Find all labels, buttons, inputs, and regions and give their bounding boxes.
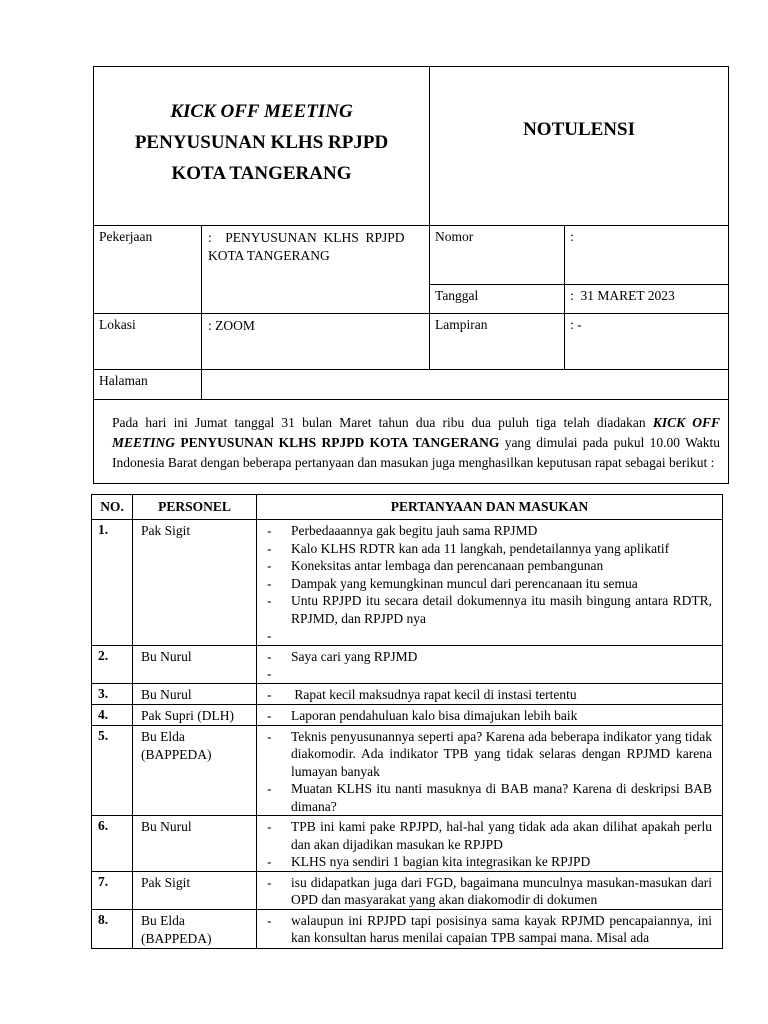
list-item	[267, 648, 712, 666]
bullet-dash: -	[267, 912, 272, 928]
row-questions	[257, 871, 723, 909]
row-number: 6.	[92, 816, 133, 872]
list-item	[267, 540, 712, 558]
col-header-no: NO.	[92, 495, 133, 520]
row-personel: Pak Supri (DLH)	[133, 704, 257, 725]
row-number: 7.	[92, 871, 133, 909]
list-item	[267, 912, 716, 947]
intro-paragraph	[94, 400, 729, 484]
list-item-text: TPB ini kami pake RPJPD, hal-hal yang tidak ada akan dilihat apakah perlu dan akan dijadikan masukan ke RPJPD	[291, 819, 716, 852]
table-row	[92, 645, 723, 683]
intro-text-2: yang dimulai pada pukul 10.00 Waktu Indonesia Barat dengan beberapa pertanyaan dan masukan juga menghasilkan keputusan rapat sebagai berikut :	[112, 435, 721, 470]
tanggal-value: : 31 MARET 2023	[565, 285, 729, 314]
list-item-text: Saya cari yang RPJMD	[291, 648, 418, 664]
pekerjaan-label: Pekerjaan	[94, 226, 202, 314]
list-item	[267, 557, 712, 575]
row-personel: Bu Elda (BAPPEDA)	[133, 725, 257, 816]
lokasi-value: : ZOOM	[202, 314, 430, 370]
list-item	[267, 522, 712, 540]
list-item	[267, 853, 712, 871]
row-questions	[257, 704, 723, 725]
bullet-dash: -	[267, 575, 272, 591]
row-questions	[257, 520, 723, 646]
row-questions	[257, 683, 723, 704]
bullet-dash: -	[267, 781, 272, 796]
bullet-dash: -	[267, 593, 272, 608]
notulensi-cell	[430, 67, 729, 226]
bullet-dash: -	[267, 728, 272, 744]
row-personel: Pak Sigit	[133, 871, 257, 909]
lampiran-value: : -	[565, 314, 729, 370]
bullet-dash: -	[267, 648, 272, 664]
list-item	[267, 818, 716, 853]
list-item-text: Rapat kecil maksudnya rapat kecil di instasi tertentu	[291, 686, 577, 702]
list-item-text	[291, 627, 712, 645]
row-number: 5.	[92, 725, 133, 816]
list-item-text: Kalo KLHS RDTR kan ada 11 langkah, pendetailannya yang aplikatif	[291, 540, 670, 556]
row-personel: Bu Nurul	[133, 683, 257, 704]
list-item-text	[291, 665, 712, 683]
list-item-text: isu didapatkan juga dari FGD, bagaimana munculnya masukan-masukan dari OPD dan masyarakat yang akan diakomodir di dokumen	[291, 874, 716, 907]
notulensi-heading: NOTULENSI	[523, 119, 635, 140]
list-item	[267, 592, 716, 627]
list-item-text: Muatan KLHS itu nanti masuknya di BAB mana? Karena di deskripsi BAB dimana?	[291, 781, 716, 814]
lampiran-label: Lampiran	[430, 314, 565, 370]
bullet-dash: -	[267, 874, 272, 890]
list-item	[267, 874, 716, 909]
table-row	[92, 704, 723, 725]
bullet-dash: -	[267, 819, 272, 834]
table-row	[92, 871, 723, 909]
row-questions	[257, 909, 723, 948]
col-header-personel: PERSONEL	[133, 495, 257, 520]
list-item	[267, 707, 712, 725]
nomor-value: :	[565, 226, 729, 285]
bullet-dash: -	[267, 854, 272, 869]
intro-text-kickoff: KICK OFF MEETING	[112, 415, 721, 450]
pekerjaan-value: : PENYUSUNAN KLHS RPJPD KOTA TANGERANG	[202, 226, 430, 314]
meeting-title-line2: PENYUSUNAN KLHS RPJPD	[134, 132, 389, 153]
intro-text-title: PENYUSUNAN KLHS RPJPD KOTA TANGERANG	[175, 435, 500, 450]
list-item	[267, 686, 712, 704]
row-personel: Bu Elda (BAPPEDA)	[133, 909, 257, 948]
list-item-text: Dampak yang kemungkinan muncul dari perencanaan itu semua	[291, 575, 638, 591]
list-item-text: KLHS nya sendiri 1 bagian kita integrasikan ke RPJPD	[291, 854, 591, 869]
row-personel: Pak Sigit	[133, 520, 257, 646]
table-row	[92, 816, 723, 872]
list-item-text: walaupun ini RPJPD tapi posisinya sama kayak RPJMD pencapaiannya, ini kan konsultan harus menilai capaian TPB sampai mana. Misal ada	[291, 912, 716, 945]
bullet-dash: -	[267, 523, 272, 538]
row-number: 2.	[92, 645, 133, 683]
table-row	[92, 909, 723, 948]
bullet-dash: -	[267, 707, 272, 723]
meeting-title-line1: KICK OFF MEETING	[170, 101, 353, 122]
tanggal-label: Tanggal	[430, 285, 565, 314]
list-item	[267, 575, 712, 593]
bullet-dash: -	[267, 558, 272, 573]
table-row	[92, 725, 723, 816]
col-header-pertanyaan: PERTANYAAN DAN MASUKAN	[257, 495, 723, 520]
bullet-dash: -	[267, 666, 272, 681]
header-table	[93, 66, 729, 484]
intro-text-1: Pada hari ini Jumat tanggal 31 bulan Maret tahun dua ribu dua puluh tiga telah diadakan	[112, 415, 653, 430]
list-item	[267, 728, 716, 781]
questions-table	[91, 494, 723, 949]
halaman-label: Halaman	[94, 370, 202, 400]
list-item-text: Perbedaaannya gak begitu jauh sama RPJMD	[291, 523, 538, 538]
row-number: 8.	[92, 909, 133, 948]
list-item-text: Teknis penyusunannya seperti apa? Karena ada beberapa indikator yang tidak diakomodir. Ada indikator TPB yang tidak selaras dengan RPJMD karena lumayan banyak	[291, 728, 716, 779]
lokasi-label: Lokasi	[94, 314, 202, 370]
halaman-value	[202, 370, 729, 400]
row-questions	[257, 645, 723, 683]
questions-table-body	[92, 520, 723, 949]
row-questions	[257, 816, 723, 872]
row-number: 4.	[92, 704, 133, 725]
bullet-dash: -	[267, 540, 272, 556]
row-number: 1.	[92, 520, 133, 646]
list-item	[267, 780, 716, 815]
row-personel: Bu Nurul	[133, 645, 257, 683]
meeting-title-line3: KOTA TANGERANG	[171, 163, 352, 184]
list-item	[267, 665, 712, 683]
list-item-text: Laporan pendahuluan kalo bisa dimajukan lebih baik	[291, 707, 578, 723]
row-personel: Bu Nurul	[133, 816, 257, 872]
questions-table-header	[92, 495, 723, 520]
nomor-label: Nomor	[430, 226, 565, 285]
list-item	[267, 627, 712, 645]
row-number: 3.	[92, 683, 133, 704]
table-row	[92, 683, 723, 704]
list-item-text: Koneksitas antar lembaga dan perencanaan pembangunan	[291, 558, 604, 573]
meeting-title-cell	[94, 67, 430, 226]
list-item-text: Untu RPJPD itu secara detail dokumennya itu masih bingung antara RDTR, RPJMD, dan RPJPD nya	[291, 593, 716, 626]
bullet-dash: -	[267, 686, 272, 702]
row-questions	[257, 725, 723, 816]
table-row	[92, 520, 723, 646]
bullet-dash: -	[267, 628, 272, 643]
